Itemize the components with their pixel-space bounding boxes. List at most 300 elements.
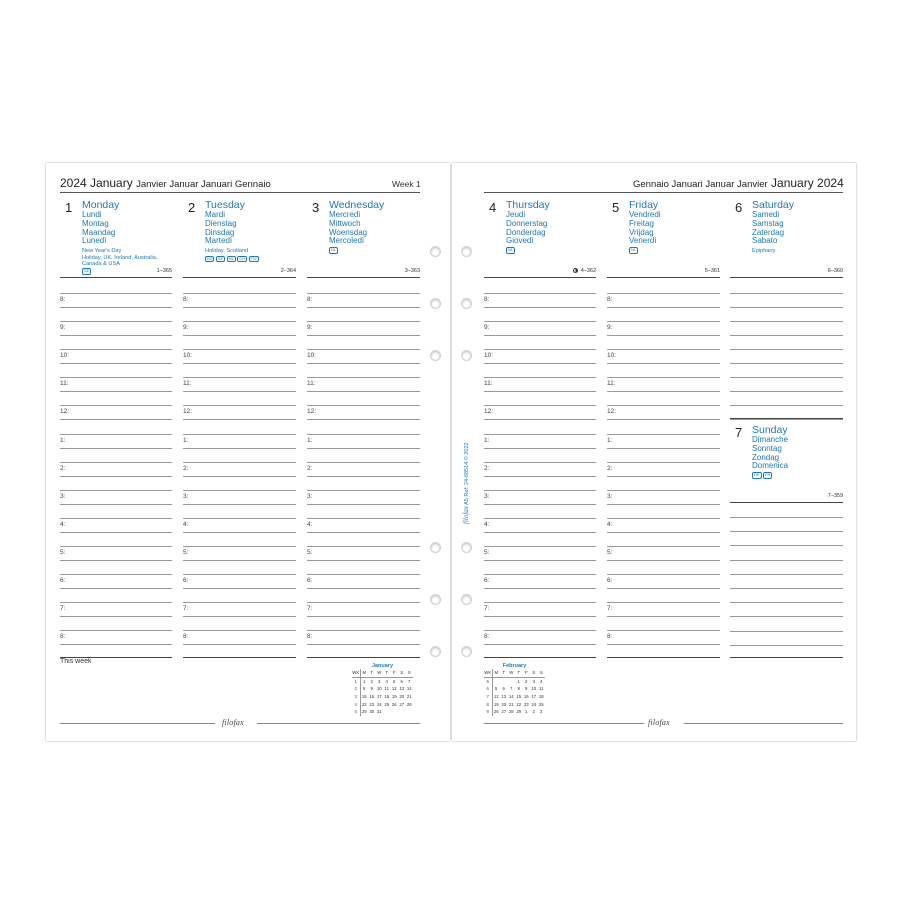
country-badge: FR [765,472,771,478]
hour-line[interactable] [484,518,596,519]
mini-calendar-week-number: 8 [484,700,492,708]
country-badge: TW [250,255,257,261]
half-hour-line[interactable] [183,616,296,617]
day-text [752,425,862,479]
hour-line[interactable] [60,518,172,519]
half-hour-line[interactable] [307,476,420,477]
mini-calendar-weekday: WK [484,670,492,676]
hour-line[interactable] [307,405,420,406]
hour-line[interactable] [607,462,720,463]
mini-calendar-date: 23 [369,701,375,707]
mini-calendar-date: 14 [508,694,514,700]
half-hour-line[interactable] [484,335,596,336]
half-hour-line[interactable] [60,476,172,477]
hour-line[interactable] [730,405,843,406]
mini-calendar-date: 1 [525,709,528,715]
hour-label: 6: [183,577,189,584]
hour-line[interactable] [484,462,596,463]
punch-hole-icon [430,350,441,361]
hour-line[interactable] [484,405,596,406]
half-hour-line[interactable] [484,391,596,392]
day-translation: Zaterdag [752,227,785,237]
sunday-header-rule [730,502,843,503]
mini-calendar-week-number: 6 [484,685,492,693]
hour-line[interactable] [607,434,720,435]
hour-line[interactable] [730,377,843,378]
half-hour-line[interactable] [307,588,420,589]
half-hour-line[interactable] [484,504,596,505]
punch-hole-icon [430,542,441,553]
hour-line[interactable] [60,377,172,378]
half-hour-line[interactable] [60,532,172,533]
half-hour-line[interactable] [607,363,720,364]
header-rule-right [484,192,843,193]
punch-hole-icon [430,594,441,605]
hour-line[interactable] [307,602,420,603]
hour-line[interactable] [607,377,720,378]
country-badge: NZ [207,255,213,261]
half-hour-line[interactable] [307,616,420,617]
half-hour-line[interactable] [484,616,596,617]
half-hour-line[interactable] [183,588,296,589]
hour-line[interactable] [484,602,596,603]
half-hour-line[interactable] [60,419,172,420]
day-text [329,200,439,254]
header-rule [60,192,420,193]
hour-label: 9: [484,324,490,331]
hour-label: 7: [60,605,66,612]
half-hour-line[interactable] [730,391,843,392]
hour-line[interactable] [307,377,420,378]
country-badges [205,256,315,263]
sunday-line[interactable] [730,588,843,589]
mini-calendar-date: 29 [361,709,367,715]
half-hour-line[interactable] [60,307,172,308]
hour-label: 8: [183,633,189,640]
half-hour-line[interactable] [484,448,596,449]
mini-calendar-grid [484,669,545,716]
hour-line[interactable] [607,349,720,350]
half-hour-line[interactable] [183,335,296,336]
day-bottom-rule [307,657,420,658]
hour-line[interactable] [60,349,172,350]
half-hour-line[interactable] [484,588,596,589]
hour-line[interactable] [484,377,596,378]
mini-calendar-date [391,708,399,716]
hour-line[interactable] [607,490,720,491]
hour-line[interactable] [307,349,420,350]
half-hour-line[interactable] [730,335,843,336]
mini-calendar-date: 17 [376,694,382,700]
mini-calendar-week-number: 1 [352,677,360,685]
hour-label: 12: [307,408,317,415]
hour-label: 8: [60,633,66,640]
hour-label: 2: [484,465,490,472]
day-translation: Zondag [752,452,780,462]
mini-calendar-date: 1 [517,678,520,684]
sunday-line[interactable] [730,631,843,632]
hour-line[interactable] [307,574,420,575]
day-translation: Domenica [752,461,789,471]
hour-line[interactable] [60,490,172,491]
hour-label: 10: [307,352,317,359]
hour-line[interactable] [607,293,720,294]
day-translation: Mardi [205,210,226,219]
sunday-line[interactable] [730,645,843,646]
half-hour-line[interactable] [183,560,296,561]
mini-calendar-date: 2 [532,709,535,715]
day-of-year [556,268,596,274]
hour-line[interactable] [60,630,172,631]
half-hour-line[interactable] [183,448,296,449]
hour-line[interactable] [60,293,172,294]
punch-hole-icon [430,298,441,309]
half-hour-line[interactable] [60,335,172,336]
sunday-line[interactable] [730,560,843,561]
mini-calendar-weekday: T [383,669,391,677]
punch-hole-icon [430,646,441,657]
day-translation: Dienstag [205,218,237,228]
half-hour-line[interactable] [183,532,296,533]
mini-calendar-date [383,708,391,716]
hour-line[interactable] [484,434,596,435]
day-translation: Mercredi [329,210,361,219]
half-hour-line[interactable] [730,363,843,364]
hour-label: 4: [607,521,613,528]
hour-line[interactable] [60,405,172,406]
mini-calendar-date [492,677,500,685]
mini-calendar-weekday: W [509,670,514,676]
hour-label: 1: [607,437,613,444]
hour-label: 7: [183,605,189,612]
day-translation: Dinsdag [205,227,235,237]
mini-calendar-weekday: F [523,669,531,677]
hour-line[interactable] [307,321,420,322]
half-hour-line[interactable] [484,307,596,308]
hour-line[interactable] [730,349,843,350]
mini-calendar-date: 16 [523,694,529,700]
hour-label: 7: [607,605,613,612]
day-number: 2 [188,200,196,215]
hour-line[interactable] [60,321,172,322]
hour-label: 8: [307,296,313,303]
mini-calendar-date: 17 [531,694,537,700]
day-of-year-text: 1–365 [156,268,172,274]
half-hour-line[interactable] [730,307,843,308]
punch-hole-icon [430,246,441,257]
hour-line[interactable] [183,518,296,519]
half-hour-line[interactable] [183,476,296,477]
half-hour-line[interactable] [484,532,596,533]
hour-label: 12: [183,408,193,415]
day-divider [730,277,843,278]
hour-label: 2: [607,465,613,472]
half-hour-line[interactable] [607,391,720,392]
hour-line[interactable] [484,630,596,631]
hour-label: 3: [183,493,189,500]
day-translation: Sonntag [752,443,782,453]
hour-line[interactable] [60,602,172,603]
hour-line[interactable] [60,462,172,463]
month-year-title: 2024 January [60,176,133,190]
hour-label: 4: [60,521,66,528]
hour-label: 9: [183,324,189,331]
hour-line[interactable] [183,602,296,603]
half-hour-line[interactable] [183,391,296,392]
hour-label: 11: [60,380,69,387]
hour-label: 7: [307,605,313,612]
mini-calendar-date: 25 [538,701,544,707]
mini-calendar-date: 5 [393,678,396,684]
hour-line[interactable] [307,546,420,547]
hour-line[interactable] [183,490,296,491]
half-hour-line[interactable] [307,363,420,364]
hour-line[interactable] [607,405,720,406]
country-badge: NL [508,247,514,253]
country-badge: SE [84,268,90,274]
mini-calendar-week-number: 2 [352,685,360,693]
half-hour-line[interactable] [607,419,720,420]
hour-line[interactable] [183,293,296,294]
hour-line[interactable] [607,574,720,575]
sunday-line[interactable] [730,574,843,575]
sunday-line[interactable] [730,531,843,532]
hour-line[interactable] [307,490,420,491]
hour-label: 3: [60,493,66,500]
day-divider [607,277,720,278]
mini-calendar-date: 26 [493,709,499,715]
day-of-year-text: 3–363 [404,268,420,274]
vertical-reference [462,442,470,524]
half-hour-line[interactable] [307,560,420,561]
half-hour-line[interactable] [60,363,172,364]
day-translation: Donderdag [506,227,546,237]
hour-line[interactable] [484,321,596,322]
mini-calendar-date: 26 [391,701,397,707]
country-badge: DE [754,472,760,478]
half-hour-line[interactable] [183,307,296,308]
mini-calendar-date: 21 [406,694,412,700]
mini-calendar-date: 20 [501,701,507,707]
day-of-year [380,268,420,274]
hour-label: 1: [484,437,490,444]
hour-label: 5: [60,549,66,556]
hour-line[interactable] [183,349,296,350]
mini-calendar-date: 18 [538,694,544,700]
hour-label: 6: [607,577,613,584]
mini-calendar-date: 14 [406,686,412,692]
mini-calendar-date: 23 [523,701,529,707]
hour-label: 2: [307,465,313,472]
mini-calendar-weekday: T [500,669,508,677]
hour-line[interactable] [730,293,843,294]
hour-line[interactable] [484,349,596,350]
half-hour-line[interactable] [607,476,720,477]
mini-calendar-date: 27 [399,701,405,707]
mini-calendar-date [508,677,516,685]
hour-label: 1: [183,437,189,444]
half-hour-line[interactable] [307,504,420,505]
mini-calendar-date: 27 [501,709,507,715]
month-translations-right: Gennaio Januari Januar Janvier [633,179,768,190]
half-hour-line[interactable] [607,532,720,533]
hour-label: 12: [60,408,70,415]
half-hour-line[interactable] [183,504,296,505]
hour-label: 8: [607,296,613,303]
hour-line[interactable] [60,546,172,547]
half-hour-line[interactable] [307,532,420,533]
hour-line[interactable] [607,321,720,322]
sunday-line[interactable] [730,602,843,603]
half-hour-line[interactable] [60,644,172,645]
mini-calendar-date: 15 [516,694,522,700]
half-hour-line[interactable] [183,363,296,364]
mini-calendar-date: 7 [408,678,411,684]
half-hour-line[interactable] [60,504,172,505]
half-hour-line[interactable] [607,504,720,505]
hour-line[interactable] [183,434,296,435]
hour-label: 5: [307,549,313,556]
hour-line[interactable] [307,293,420,294]
hour-line[interactable] [183,630,296,631]
half-hour-line[interactable] [60,560,172,561]
day-bottom-rule [730,657,843,658]
day-translation: Maandag [82,227,116,237]
half-hour-line[interactable] [484,560,596,561]
mini-calendar-date: 21 [508,701,514,707]
half-hour-line[interactable] [183,644,296,645]
hour-line[interactable] [607,630,720,631]
country-badge: NL [331,247,337,253]
half-hour-line[interactable] [307,307,420,308]
hour-line[interactable] [484,574,596,575]
hour-line[interactable] [730,321,843,322]
half-hour-line[interactable] [607,644,720,645]
country-badge: SE [217,255,224,261]
mini-calendar-date: 2 [370,678,373,684]
day-number: 3 [312,200,320,215]
mini-calendar-week-number: 4 [352,700,360,708]
half-hour-line[interactable] [484,476,596,477]
half-hour-line[interactable] [607,448,720,449]
sunday-line[interactable] [730,545,843,546]
mini-calendar-grid [352,669,413,716]
half-hour-line[interactable] [730,419,843,420]
half-hour-line[interactable] [607,560,720,561]
hour-line[interactable] [183,377,296,378]
hour-line[interactable] [307,462,420,463]
half-hour-line[interactable] [60,391,172,392]
hour-line[interactable] [307,434,420,435]
mini-calendar-week-number: 5 [352,708,360,716]
hour-label: 11: [607,380,616,387]
half-hour-line[interactable] [60,588,172,589]
mini-calendar-date: 11 [384,686,389,692]
half-hour-line[interactable] [60,448,172,449]
half-hour-line[interactable] [307,644,420,645]
day-of-year-text: 6–360 [827,268,843,274]
filofax-logo-left: filofax [222,718,244,727]
hour-line[interactable] [607,546,720,547]
hour-line[interactable] [484,293,596,294]
mini-calendar-date: 7 [510,686,513,692]
half-hour-line[interactable] [607,588,720,589]
footer-rule-right-b [684,723,843,724]
half-hour-line[interactable] [307,391,420,392]
mini-calendar-january [352,663,413,716]
punch-hole-icon [461,350,472,361]
vertical-ref-text: A5 Ref: 24-68514 © 2022 [464,442,470,505]
hour-label: 10: [183,352,193,359]
saturday-sunday-divider [730,418,843,419]
mini-calendar-date: 6 [400,678,403,684]
footer-rule-right-a [484,723,644,724]
day-number: 5 [612,200,620,215]
half-hour-line[interactable] [307,448,420,449]
hour-line[interactable] [183,321,296,322]
mini-calendar-weekday: F [391,669,399,677]
hour-label: 11: [307,380,316,387]
holiday-notes [752,248,862,254]
half-hour-line[interactable] [307,335,420,336]
mini-calendar-date: 30 [369,709,375,715]
half-hour-line[interactable] [484,363,596,364]
half-hour-line[interactable] [183,419,296,420]
half-hour-line[interactable] [607,616,720,617]
mini-calendar-date: 18 [384,694,390,700]
hour-line[interactable] [60,574,172,575]
day-bottom-rule [183,657,296,658]
hour-label: 10: [60,352,70,359]
hour-line[interactable] [484,490,596,491]
hour-line[interactable] [484,546,596,547]
half-hour-line[interactable] [60,616,172,617]
half-hour-line[interactable] [484,644,596,645]
day-name: Monday [82,199,120,211]
hour-line[interactable] [307,518,420,519]
hour-label: 3: [607,493,613,500]
punch-hole-icon [461,298,472,309]
country-badges [629,247,739,254]
half-hour-line[interactable] [484,419,596,420]
hour-line[interactable] [183,405,296,406]
hour-line[interactable] [307,630,420,631]
hour-line[interactable] [607,602,720,603]
hour-line[interactable] [60,434,172,435]
hour-line[interactable] [183,462,296,463]
hour-line[interactable] [183,546,296,547]
hour-label: 2: [183,465,189,472]
day-of-year [256,268,296,274]
half-hour-line[interactable] [607,307,720,308]
hour-line[interactable] [183,574,296,575]
sunday-line[interactable] [730,517,843,518]
day-translation: Jeudi [506,210,526,219]
half-hour-line[interactable] [607,335,720,336]
mini-calendar-title: January [371,663,394,669]
half-hour-line[interactable] [307,419,420,420]
hour-line[interactable] [607,518,720,519]
mini-calendar-weekday: WK [352,670,360,676]
hour-label: 9: [60,324,66,331]
day-text [506,200,616,254]
day-translation: Lunedì [82,236,107,246]
sunday-line[interactable] [730,616,843,617]
this-week-label: This week [60,658,92,665]
country-badges [506,247,616,254]
day-translation: Samstag [752,218,784,228]
day-name: Tuesday [205,199,245,211]
